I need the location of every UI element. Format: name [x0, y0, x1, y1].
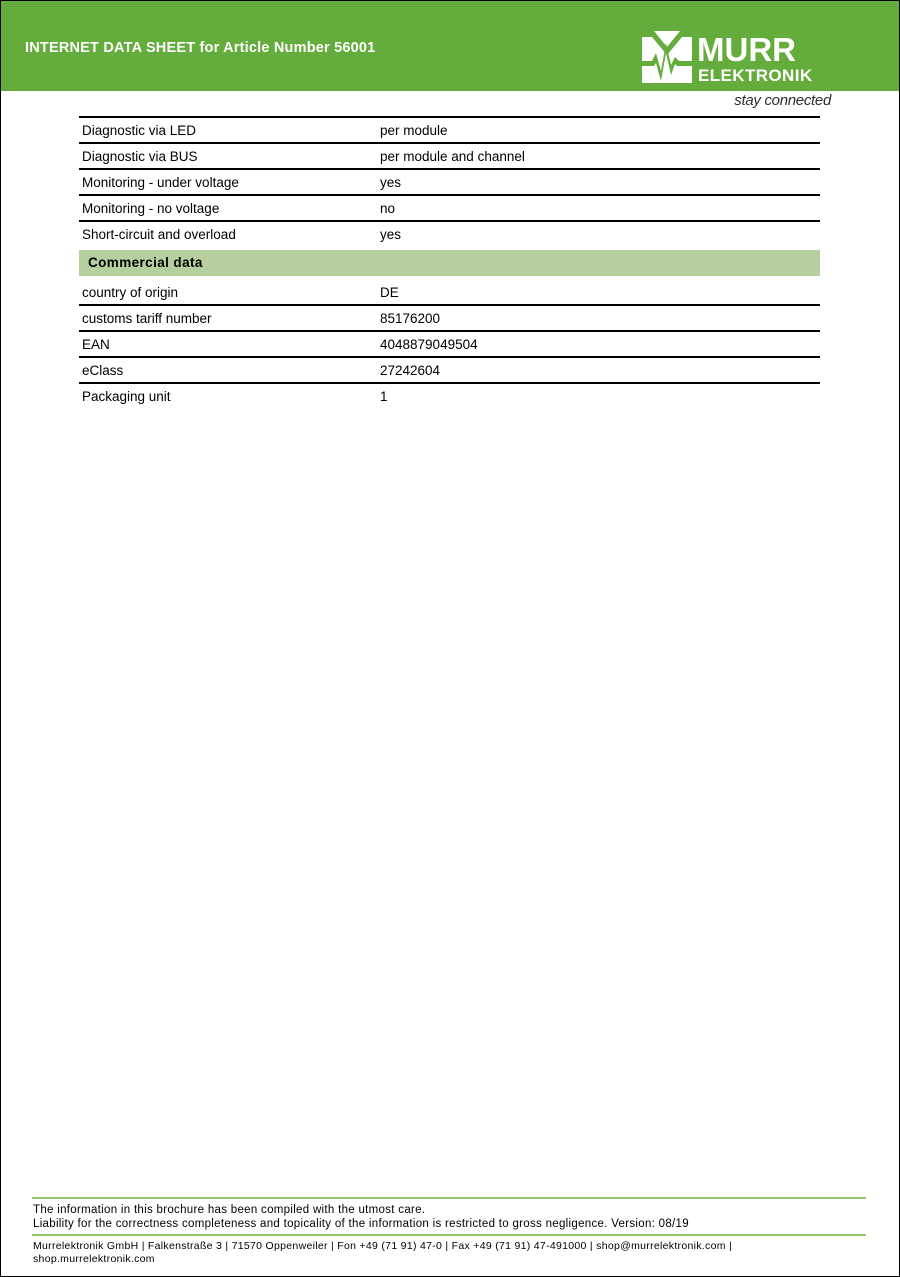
table-row [79, 332, 820, 358]
data-table [79, 116, 820, 408]
footer-disclaimer-line1: The information in this brochure has been compiled with the utmost care. [33, 1204, 426, 1216]
table-row [79, 358, 820, 384]
table-row [79, 196, 820, 222]
row-value: no [380, 201, 396, 216]
row-value: yes [380, 175, 402, 190]
footer-address-line2: shop.murrelektronik.com [33, 1253, 155, 1265]
table-row [79, 222, 820, 246]
row-label: eClass [82, 363, 124, 378]
footer-disclaimer-line2: Liability for the correctness completeness and topicality of the information is restricted to gross negligence. Version: 08/19 [33, 1218, 689, 1230]
footer-divider-bottom [32, 1234, 866, 1236]
tagline: stay connected [734, 92, 831, 109]
section-header-commercial [79, 250, 820, 276]
row-label: country of origin [82, 285, 179, 300]
table-row [79, 170, 820, 196]
table-row [79, 384, 820, 408]
table-row [79, 306, 820, 332]
footer-divider-top [32, 1197, 866, 1199]
row-label: Diagnostic via LED [82, 123, 197, 138]
table-row [79, 144, 820, 170]
row-value: yes [380, 227, 402, 242]
section-title: Commercial data [88, 255, 203, 270]
row-value: 4048879049504 [380, 337, 478, 352]
page-title: INTERNET DATA SHEET for Article Number 56001 [25, 40, 376, 56]
logo-text-bottom: ELEKTRONIK [698, 66, 813, 83]
row-value: 1 [380, 389, 388, 404]
table-row [79, 118, 820, 144]
row-label: customs tariff number [82, 311, 212, 326]
row-label: Monitoring - under voltage [82, 175, 239, 190]
row-label: EAN [82, 337, 110, 352]
row-label: Short-circuit and overload [82, 227, 236, 242]
row-value: per module and channel [380, 149, 525, 164]
row-value: 85176200 [380, 311, 441, 326]
logo-text-top: MURR [697, 31, 796, 68]
row-value: DE [380, 285, 399, 300]
footer-address-line1: Murrelektronik GmbH | Falkenstraße 3 | 71570 Oppenweiler | Fon +49 (71 91) 47-0 | Fax +49 (71 91) 47-491000 | shop@murrelektronik.com | [33, 1240, 733, 1252]
row-label: Diagnostic via BUS [82, 149, 198, 164]
murrelektronik-logo [642, 31, 817, 83]
row-value: per module [380, 123, 448, 138]
row-value: 27242604 [380, 363, 441, 378]
row-label: Packaging unit [82, 389, 171, 404]
table-row [79, 280, 820, 306]
row-label: Monitoring - no voltage [82, 201, 220, 216]
